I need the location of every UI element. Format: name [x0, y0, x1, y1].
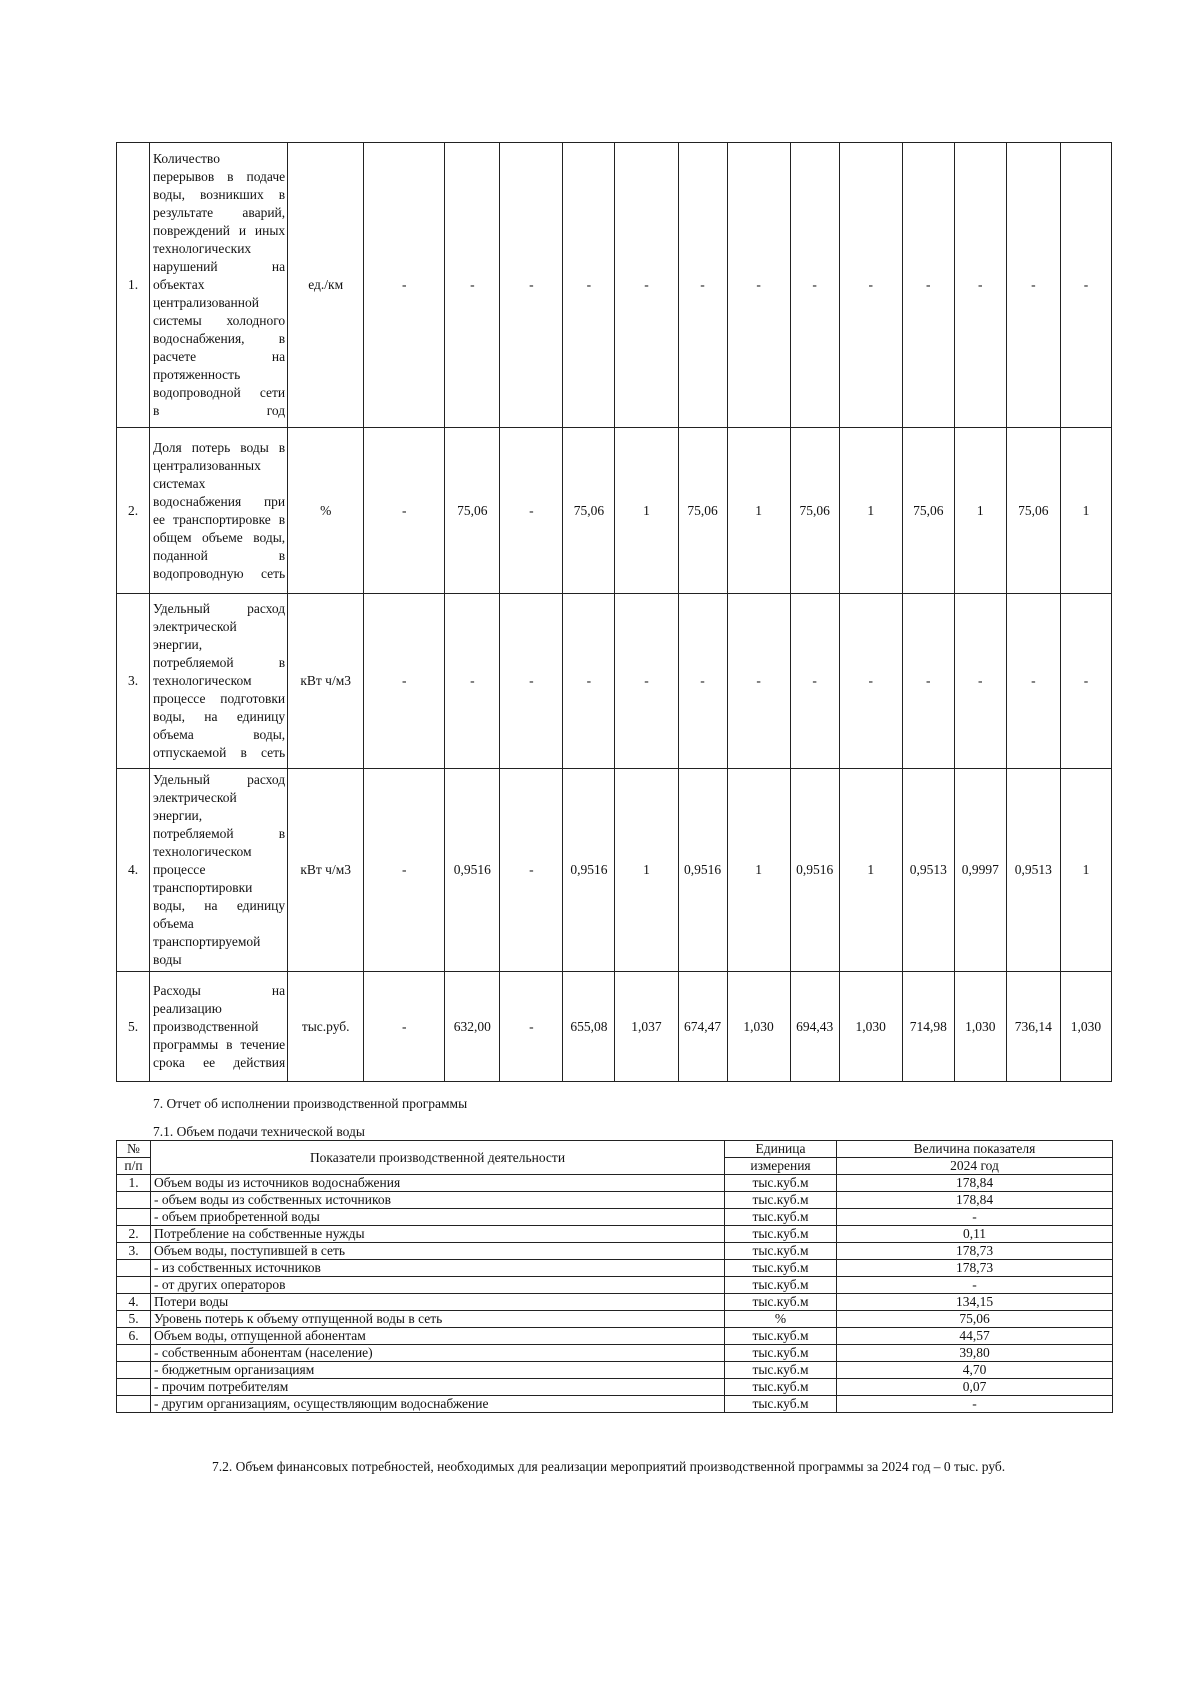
indicator-value: 736,14: [1006, 972, 1060, 1082]
indicator-value: -: [1060, 143, 1111, 428]
indicator-name-line: ее транспортировке в: [153, 511, 286, 527]
supply-row-number: [117, 1260, 151, 1277]
indicator-value: -: [902, 594, 954, 769]
indicator-value: -: [364, 428, 445, 594]
indicator-name-line: водопроводную сеть: [153, 565, 286, 581]
indicator-value: 674,47: [678, 972, 727, 1082]
supply-row: [117, 1192, 1113, 1209]
supply-row-unit: тыс.куб.м: [725, 1362, 837, 1379]
supply-row-number: 5.: [117, 1311, 151, 1328]
indicator-name: [150, 594, 288, 769]
supply-row-indicator: - из собственных источников: [151, 1260, 725, 1277]
supply-row: [117, 1328, 1113, 1345]
indicator-name-line: воды, возникших в: [153, 187, 286, 202]
indicator-name-line: технологических: [153, 241, 252, 256]
finance-note: 7.2. Объем финансовых потребностей, необходимых для реализации мероприятий производственной программы за 2024 год – 0 тыс. руб.: [212, 1459, 1006, 1474]
indicator-name-line: поданной в: [153, 547, 286, 563]
supply-row-indicator: - объем воды из собственных источников: [151, 1192, 725, 1209]
indicator-value: 1: [727, 769, 790, 972]
supply-row-number: 4.: [117, 1294, 151, 1311]
indicator-value: -: [615, 594, 678, 769]
supply-row: [117, 1396, 1113, 1413]
supply-row-value: 75,06: [837, 1311, 1113, 1328]
indicator-name-line: водоснабжения при: [153, 493, 286, 509]
indicator-name-line: нарушений на: [153, 259, 286, 274]
indicator-value: 0,9516: [678, 769, 727, 972]
indicator-name-line: воды, на единицу: [153, 709, 286, 724]
indicator-value: 1: [954, 428, 1006, 594]
indicator-value: 655,08: [563, 972, 615, 1082]
indicator-value: 0,9516: [790, 769, 839, 972]
indicator-value: 75,06: [445, 428, 500, 594]
supply-row-number: 3.: [117, 1243, 151, 1260]
supply-row-value: 178,84: [837, 1192, 1113, 1209]
supply-row-value: 4,70: [837, 1362, 1113, 1379]
supply-row-indicator: - от других операторов: [151, 1277, 725, 1294]
indicator-name-line: энергии,: [153, 637, 203, 652]
supply-row-indicator: Объем воды, отпущенной абонентам: [151, 1328, 725, 1345]
indicator-name-line: водопроводной сети: [153, 385, 286, 400]
indicator-name-line: потребляемой в: [153, 655, 286, 670]
indicator-number: 5.: [117, 972, 150, 1082]
header-number: [117, 1141, 151, 1158]
supply-table-title: 7.1. Объем подачи технической воды: [153, 1124, 365, 1139]
supply-row: [117, 1260, 1113, 1277]
supply-row: [117, 1209, 1113, 1226]
header-year: 2024 год: [837, 1158, 1113, 1175]
indicator-value: 0,9516: [563, 769, 615, 972]
supply-row-unit: тыс.куб.м: [725, 1243, 837, 1260]
indicator-value: 1: [839, 428, 902, 594]
indicator-value: -: [500, 769, 563, 972]
indicator-value: 1: [727, 428, 790, 594]
indicator-name: [150, 428, 288, 594]
indicator-value: -: [1060, 594, 1111, 769]
indicator-name-line: электрической: [153, 619, 237, 634]
supply-row-value: 0,11: [837, 1226, 1113, 1243]
report-title: 7. Отчет об исполнении производственной программы: [153, 1096, 468, 1111]
indicator-name-line: реализацию: [153, 1000, 222, 1016]
indicator-value: -: [364, 769, 445, 972]
supply-row-unit: тыс.куб.м: [725, 1226, 837, 1243]
indicator-value: 694,43: [790, 972, 839, 1082]
indicator-value: -: [790, 594, 839, 769]
indicator-value: -: [954, 594, 1006, 769]
indicator-value: 0,9516: [445, 769, 500, 972]
indicator-value: 75,06: [902, 428, 954, 594]
supply-row-indicator: Уровень потерь к объему отпущенной воды в сеть: [151, 1311, 725, 1328]
indicator-name-line: транспортируемой: [153, 934, 261, 949]
indicator-value: -: [1006, 594, 1060, 769]
indicator-value: -: [839, 143, 902, 428]
supply-row: [117, 1379, 1113, 1396]
supply-row-indicator: - собственным абонентам (население): [151, 1345, 725, 1362]
indicator-value: -: [500, 143, 563, 428]
indicator-name-line: энергии,: [153, 808, 203, 823]
indicator-value: -: [678, 143, 727, 428]
supply-row: [117, 1362, 1113, 1379]
indicator-name-line: расчете на: [153, 349, 286, 364]
indicator-name-line: общем объеме воды,: [153, 529, 286, 545]
supply-row-value: 178,73: [837, 1260, 1113, 1277]
supply-row-indicator: - объем приобретенной воды: [151, 1209, 725, 1226]
supply-row: [117, 1277, 1113, 1294]
indicator-name-line: программы в течение: [153, 1036, 286, 1052]
indicator-value: -: [364, 972, 445, 1082]
indicator-value: 1: [1060, 428, 1111, 594]
indicator-name-line: Удельный расход: [153, 601, 286, 616]
header-indicator: Показатели производственной деятельности: [151, 1141, 725, 1175]
indicator-name-line: процессе: [153, 862, 206, 877]
indicator-value: -: [364, 143, 445, 428]
indicator-value: 75,06: [678, 428, 727, 594]
indicator-name-line: отпускаемой в сеть: [153, 745, 286, 760]
indicator-name-line: перерывов в подаче: [153, 169, 286, 184]
supply-row-number: [117, 1192, 151, 1209]
indicator-name-line: Удельный расход: [153, 772, 286, 787]
indicator-name-line: потребляемой в: [153, 826, 286, 841]
indicator-value: -: [445, 594, 500, 769]
supply-row-unit: тыс.куб.м: [725, 1345, 837, 1362]
indicator-value: -: [445, 143, 500, 428]
supply-row-value: -: [837, 1277, 1113, 1294]
indicator-value: -: [839, 594, 902, 769]
indicator-number: 4.: [117, 769, 150, 972]
supply-row-value: 39,80: [837, 1345, 1113, 1362]
supply-row-value: 178,73: [837, 1243, 1113, 1260]
supply-row-number: [117, 1209, 151, 1226]
supply-row-unit: тыс.куб.м: [725, 1294, 837, 1311]
supply-row: [117, 1311, 1113, 1328]
indicator-value: 1: [1060, 769, 1111, 972]
indicator-name-line: Количество: [153, 151, 220, 166]
indicator-value: -: [727, 143, 790, 428]
indicator-value: -: [790, 143, 839, 428]
indicator-name-line: объектах: [153, 277, 205, 292]
indicator-row: [117, 428, 1112, 594]
indicator-value: 1,030: [727, 972, 790, 1082]
indicator-name-line: протяженность: [153, 367, 241, 382]
indicator-value: -: [902, 143, 954, 428]
supply-row-indicator: - другим организациям, осуществляющим водоснабжение: [151, 1396, 725, 1413]
supply-row-value: 134,15: [837, 1294, 1113, 1311]
indicator-name: [150, 972, 288, 1082]
indicator-value: -: [727, 594, 790, 769]
supply-row: [117, 1226, 1113, 1243]
supply-row-number: [117, 1277, 151, 1294]
indicator-name-line: централизованных: [153, 457, 261, 473]
supply-row-number: 6.: [117, 1328, 151, 1345]
indicator-number: 3.: [117, 594, 150, 769]
supply-row-value: 0,07: [837, 1379, 1113, 1396]
supply-row-number: 1.: [117, 1175, 151, 1192]
indicator-name-line: воды: [153, 952, 182, 967]
supply-row: [117, 1294, 1113, 1311]
supply-row-indicator: - прочим потребителям: [151, 1379, 725, 1396]
indicator-value: 75,06: [563, 428, 615, 594]
supply-row-number: [117, 1345, 151, 1362]
indicator-value: 1,030: [954, 972, 1006, 1082]
indicator-name-line: системы холодного: [153, 313, 286, 328]
indicator-value: 75,06: [790, 428, 839, 594]
indicator-name: [150, 143, 288, 428]
supply-row-number: [117, 1379, 151, 1396]
indicator-value: -: [563, 594, 615, 769]
indicator-value: 1: [615, 769, 678, 972]
indicator-value: -: [500, 428, 563, 594]
indicator-name-line: объема воды,: [153, 727, 286, 742]
indicator-unit: тыс.руб.: [288, 972, 364, 1082]
indicator-value: 632,00: [445, 972, 500, 1082]
indicator-row: [117, 143, 1112, 428]
indicator-row: [117, 594, 1112, 769]
supply-row-value: 178,84: [837, 1175, 1113, 1192]
indicator-name-line: объема: [153, 916, 194, 931]
indicator-row: [117, 972, 1112, 1082]
indicator-value: 0,9513: [902, 769, 954, 972]
header-unit: Единица: [725, 1141, 837, 1158]
indicator-unit: кВт ч/м3: [288, 594, 364, 769]
indicator-name-line: транспортировки: [153, 880, 253, 895]
indicator-value: -: [500, 594, 563, 769]
indicator-value: 75,06: [1006, 428, 1060, 594]
header-number-line2: п/п: [117, 1158, 151, 1175]
indicator-name-line: водоснабжения, в: [153, 331, 286, 346]
indicator-name-line: Доля потерь воды в: [153, 439, 286, 455]
water-supply-table: [116, 1140, 1113, 1413]
supply-row-number: [117, 1362, 151, 1379]
supply-row-number: [117, 1396, 151, 1413]
indicator-unit: %: [288, 428, 364, 594]
supply-row-value: -: [837, 1209, 1113, 1226]
supply-row-unit: тыс.куб.м: [725, 1328, 837, 1345]
indicator-value: 0,9997: [954, 769, 1006, 972]
supply-row: [117, 1175, 1113, 1192]
supply-row-unit: тыс.куб.м: [725, 1260, 837, 1277]
supply-row: [117, 1243, 1113, 1260]
indicator-name-line: срока ее действия: [153, 1054, 286, 1070]
indicator-number: 1.: [117, 143, 150, 428]
indicator-value: 1: [615, 428, 678, 594]
indicator-number: 2.: [117, 428, 150, 594]
supply-row-unit: тыс.куб.м: [725, 1277, 837, 1294]
header-number-line1: №: [127, 1141, 140, 1156]
indicator-name-line: системах: [153, 475, 206, 491]
indicator-value: -: [615, 143, 678, 428]
supply-row-indicator: Объем воды, поступившей в сеть: [151, 1243, 725, 1260]
indicator-name-line: в год: [153, 403, 286, 418]
indicator-row: [117, 769, 1112, 972]
indicator-name-line: производственной: [153, 1018, 259, 1034]
supply-row: [117, 1345, 1113, 1362]
supply-row-number: 2.: [117, 1226, 151, 1243]
supply-row-unit: тыс.куб.м: [725, 1192, 837, 1209]
indicator-value: 1,030: [1060, 972, 1111, 1082]
indicator-name-line: воды, на единицу: [153, 898, 286, 913]
indicator-value: -: [678, 594, 727, 769]
indicators-table: [116, 142, 1112, 1082]
indicator-name-line: технологическом: [153, 844, 252, 859]
indicator-value: 1: [839, 769, 902, 972]
indicator-value: -: [500, 972, 563, 1082]
indicator-name-line: электрической: [153, 790, 237, 805]
header-value: Величина показателя: [837, 1141, 1113, 1158]
header-unit-line2: измерения: [725, 1158, 837, 1175]
supply-row-indicator: Объем воды из источников водоснабжения: [151, 1175, 725, 1192]
indicator-name-line: результате аварий,: [153, 205, 286, 220]
indicator-value: -: [954, 143, 1006, 428]
supply-row-unit: тыс.куб.м: [725, 1175, 837, 1192]
indicator-unit: ед./км: [288, 143, 364, 428]
supply-row-indicator: - бюджетным организациям: [151, 1362, 725, 1379]
indicator-value: 1,030: [839, 972, 902, 1082]
indicator-value: 1,037: [615, 972, 678, 1082]
indicator-name: [150, 769, 288, 972]
indicator-value: -: [1006, 143, 1060, 428]
supply-row-unit: тыс.куб.м: [725, 1396, 837, 1413]
supply-row-indicator: Потребление на собственные нужды: [151, 1226, 725, 1243]
indicator-name-line: Расходы на: [153, 982, 286, 998]
indicator-name-line: централизованной: [153, 295, 259, 310]
supply-row-unit: тыс.куб.м: [725, 1379, 837, 1396]
indicator-name-line: технологическом: [153, 673, 252, 688]
supply-row-value: 44,57: [837, 1328, 1113, 1345]
indicator-value: -: [364, 594, 445, 769]
indicator-value: 0,9513: [1006, 769, 1060, 972]
supply-header-row: [117, 1141, 1113, 1158]
indicator-value: -: [563, 143, 615, 428]
indicator-unit: кВт ч/м3: [288, 769, 364, 972]
supply-row-value: -: [837, 1396, 1113, 1413]
supply-row-unit: тыс.куб.м: [725, 1209, 837, 1226]
indicator-name-line: процессе подготовки: [153, 691, 286, 706]
indicator-name-line: повреждений и иных: [153, 223, 286, 238]
indicator-value: 714,98: [902, 972, 954, 1082]
supply-row-indicator: Потери воды: [151, 1294, 725, 1311]
supply-row-unit: %: [725, 1311, 837, 1328]
